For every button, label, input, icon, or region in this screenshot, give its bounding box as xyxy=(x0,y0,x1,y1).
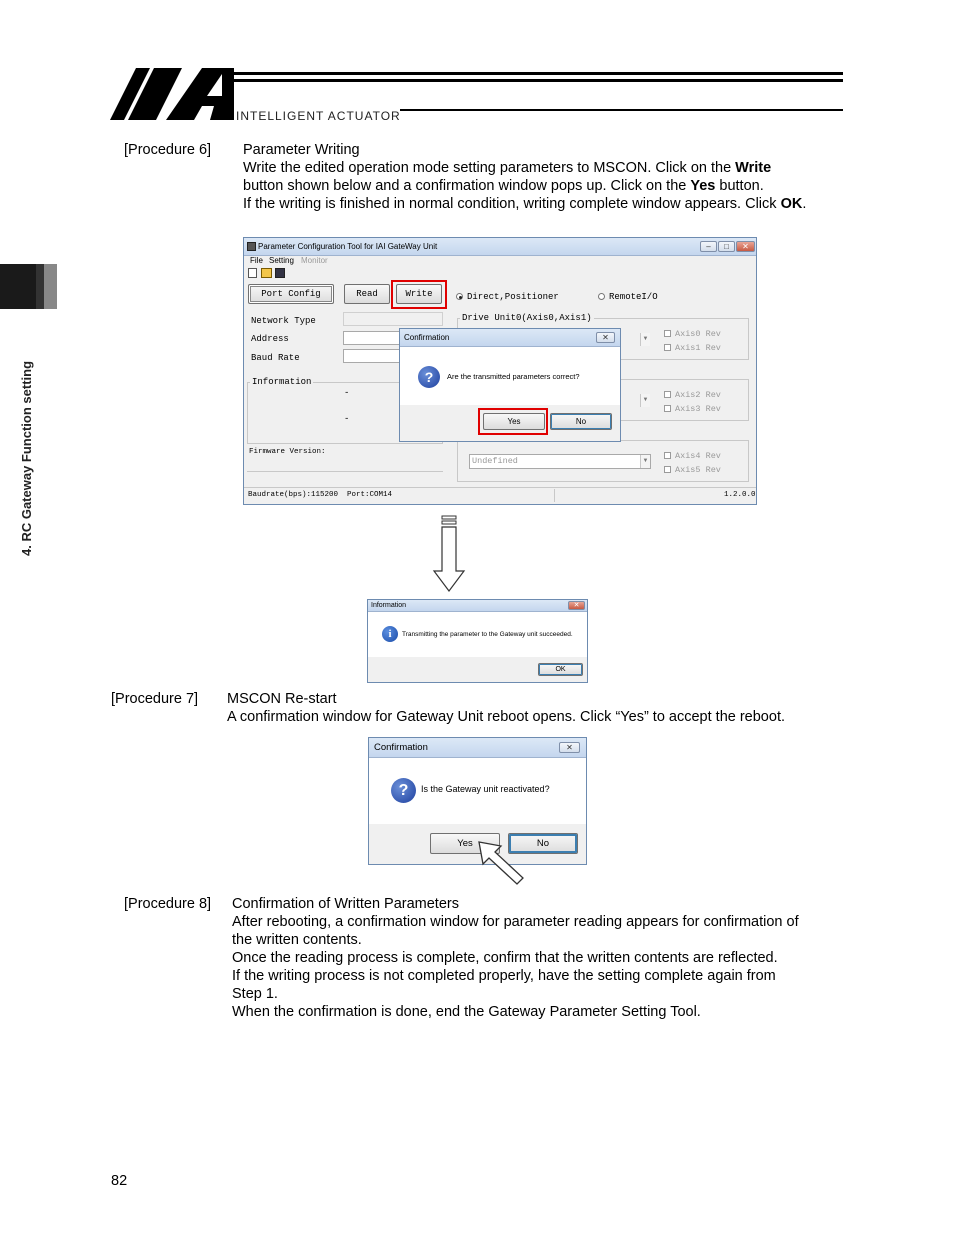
undefined-option: Undefined xyxy=(472,456,518,466)
parameter-tool-window xyxy=(243,237,757,505)
axis5-label: Axis5 Rev xyxy=(675,465,721,475)
procedure8-line-3: Once the reading process is complete, confirm that the written contents are reflected. xyxy=(232,950,778,966)
minimize-button[interactable]: ‒ xyxy=(700,241,717,252)
radio-direct-label: Direct,Positioner xyxy=(467,292,559,302)
status-version: 1.2.0.0 xyxy=(724,491,756,499)
radio-remote[interactable] xyxy=(598,292,658,303)
firmware-version-label: Firmware Version: xyxy=(249,448,326,456)
reboot-close-button[interactable]: ✕ xyxy=(559,742,580,753)
pointer-arrow-icon xyxy=(477,840,527,886)
header-rule-mid xyxy=(232,79,843,82)
text-run: button. xyxy=(715,178,764,194)
procedure8-tag: [Procedure 8] xyxy=(124,896,212,912)
write-highlight xyxy=(391,280,447,309)
save-icon[interactable] xyxy=(275,268,285,278)
procedure6-title: Parameter Writing xyxy=(243,142,360,158)
side-tab-stripe-dark xyxy=(36,264,44,309)
drive-unit1-dropdown-arrow[interactable]: ▼ xyxy=(640,394,650,407)
reboot-yes-button[interactable]: Yes xyxy=(430,833,500,854)
header-rule-bottom xyxy=(400,109,843,111)
procedure8-line-5: Step 1. xyxy=(232,986,278,1002)
checkbox-icon xyxy=(664,405,671,412)
information-dialog xyxy=(367,599,588,683)
maximize-button[interactable]: □ xyxy=(718,241,735,252)
procedure6-tag: [Procedure 6] xyxy=(124,142,212,158)
reboot-no-button[interactable]: No xyxy=(508,833,578,854)
info-dash-1: - xyxy=(344,388,350,398)
information-label: Information xyxy=(252,377,312,387)
axis4-rev-checkbox[interactable] xyxy=(664,451,721,462)
axis0-label: Axis0 Rev xyxy=(675,329,721,339)
information-close-button[interactable]: ✕ xyxy=(568,601,585,610)
confirm-no-button[interactable]: No xyxy=(550,413,612,430)
info-icon: i xyxy=(382,626,398,642)
radio-direct[interactable] xyxy=(456,292,559,303)
procedure6-line3 xyxy=(243,195,806,213)
open-folder-icon[interactable] xyxy=(261,268,272,278)
axis3-label: Axis3 Rev xyxy=(675,404,721,414)
tool-window-titlebar xyxy=(244,238,756,256)
read-button[interactable]: Read xyxy=(344,284,390,304)
confirm-dialog-titlebar xyxy=(400,329,620,347)
close-button[interactable]: ✕ xyxy=(736,241,755,252)
menu-setting[interactable]: Setting xyxy=(269,256,294,265)
drive-unit2-dropdown-arrow[interactable]: ▼ xyxy=(640,455,650,468)
axis1-label: Axis1 Rev xyxy=(675,343,721,353)
header-rule-top xyxy=(232,72,843,75)
confirm-dialog xyxy=(399,328,621,442)
checkbox-icon xyxy=(664,466,671,473)
axis0-rev-checkbox[interactable] xyxy=(664,329,721,340)
confirm-yes-button[interactable]: Yes xyxy=(483,413,545,430)
procedure8-line-1: After rebooting, a confirmation window for parameter reading appears for confirmation of xyxy=(232,914,799,930)
drive-unit0-label: Drive Unit0(Axis0,Axis1) xyxy=(462,313,592,323)
new-file-icon[interactable] xyxy=(248,268,257,278)
tool-window-title: Parameter Configuration Tool for IAI GateWay Unit xyxy=(258,242,438,251)
axis2-rev-checkbox[interactable] xyxy=(664,390,721,401)
question-icon: ? xyxy=(391,778,416,803)
question-icon: ? xyxy=(418,366,440,388)
procedure8-line-2: the written contents. xyxy=(232,932,362,948)
reboot-message: Is the Gateway unit reactivated? xyxy=(421,784,550,794)
firmware-divider xyxy=(247,471,443,472)
text-run: button shown below and a confirmation window pops up. Click on the xyxy=(243,178,691,194)
reboot-dialog-titlebar xyxy=(369,738,586,758)
drive-unit2-dropdown[interactable] xyxy=(469,454,651,469)
text-bold-yes: Yes xyxy=(690,178,716,194)
text-run: Write the edited operation mode setting parameters to MSCON. Click on the xyxy=(243,160,736,176)
brand-text: INTELLIGENT ACTUATOR xyxy=(236,109,401,123)
confirm-message: Are the transmitted parameters correct? xyxy=(447,372,580,381)
status-port: Port:COM14 xyxy=(347,491,393,499)
axis2-label: Axis2 Rev xyxy=(675,390,721,400)
write-button[interactable]: Write xyxy=(396,284,442,304)
procedure6-line2 xyxy=(243,177,764,195)
procedure7-line1: A confirmation window for Gateway Unit reboot opens. Click “Yes” to accept the reboot. xyxy=(227,709,785,725)
information-message: Transmitting the parameter to the Gateway unit succeeded. xyxy=(402,631,573,638)
page-number: 82 xyxy=(111,1173,128,1189)
procedure8-line-6: When the confirmation is done, end the Gateway Parameter Setting Tool. xyxy=(232,1004,701,1020)
text-bold-write: Write xyxy=(735,160,772,176)
checkbox-icon xyxy=(664,330,671,337)
side-tab-block xyxy=(0,264,36,309)
port-config-button[interactable]: Port Config xyxy=(248,284,334,304)
axis1-rev-checkbox[interactable] xyxy=(664,343,721,354)
procedure8-line-4: If the writing process is not completed properly, have the setting complete again from xyxy=(232,968,776,984)
text-run: If the writing is finished in normal condition, writing complete window appears. Click xyxy=(243,196,781,212)
menu-monitor[interactable]: Monitor xyxy=(301,256,328,265)
chapter-label: 4. RC Gateway Function setting xyxy=(19,360,34,556)
info-dash-2: - xyxy=(344,414,350,424)
status-divider xyxy=(554,489,555,502)
menu-file[interactable]: File xyxy=(250,256,263,265)
procedure7-title: MSCON Re-start xyxy=(227,691,337,707)
axis4-label: Axis4 Rev xyxy=(675,451,721,461)
procedure8-title: Confirmation of Written Parameters xyxy=(232,896,459,912)
checkbox-icon xyxy=(664,391,671,398)
checkbox-icon xyxy=(664,344,671,351)
information-dialog-title: Information xyxy=(371,602,407,609)
text-bold-ok: OK xyxy=(780,196,803,212)
axis5-rev-checkbox[interactable] xyxy=(664,465,721,476)
down-arrow-icon xyxy=(432,515,466,593)
radio-selected-icon xyxy=(456,293,463,300)
text-run: . xyxy=(802,196,807,212)
side-tab-stripe-gray xyxy=(44,264,57,309)
radio-remote-label: RemoteI/O xyxy=(609,292,658,302)
confirm-close-button[interactable]: ✕ xyxy=(596,332,615,343)
checkbox-icon xyxy=(664,452,671,459)
procedure6-line1 xyxy=(243,159,771,177)
procedure7-tag: [Procedure 7] xyxy=(111,691,199,707)
drive-unit0-dropdown-arrow[interactable]: ▼ xyxy=(640,333,650,346)
app-icon xyxy=(247,242,256,251)
network-type-label: Network Type xyxy=(251,316,316,326)
network-type-field xyxy=(343,312,443,326)
reboot-dialog-title: Confirmation xyxy=(374,742,428,753)
confirm-dialog-title: Confirmation xyxy=(404,333,450,342)
axis3-rev-checkbox[interactable] xyxy=(664,404,721,415)
information-dialog-titlebar xyxy=(368,600,587,612)
yes-highlight xyxy=(478,408,548,435)
address-label: Address xyxy=(251,334,289,344)
iai-logo-icon xyxy=(110,68,236,120)
status-baudrate: Baudrate(bps):115200 xyxy=(248,491,339,499)
radio-unselected-icon xyxy=(598,293,605,300)
baud-rate-label: Baud Rate xyxy=(251,353,300,363)
information-ok-button[interactable]: OK xyxy=(538,663,583,676)
